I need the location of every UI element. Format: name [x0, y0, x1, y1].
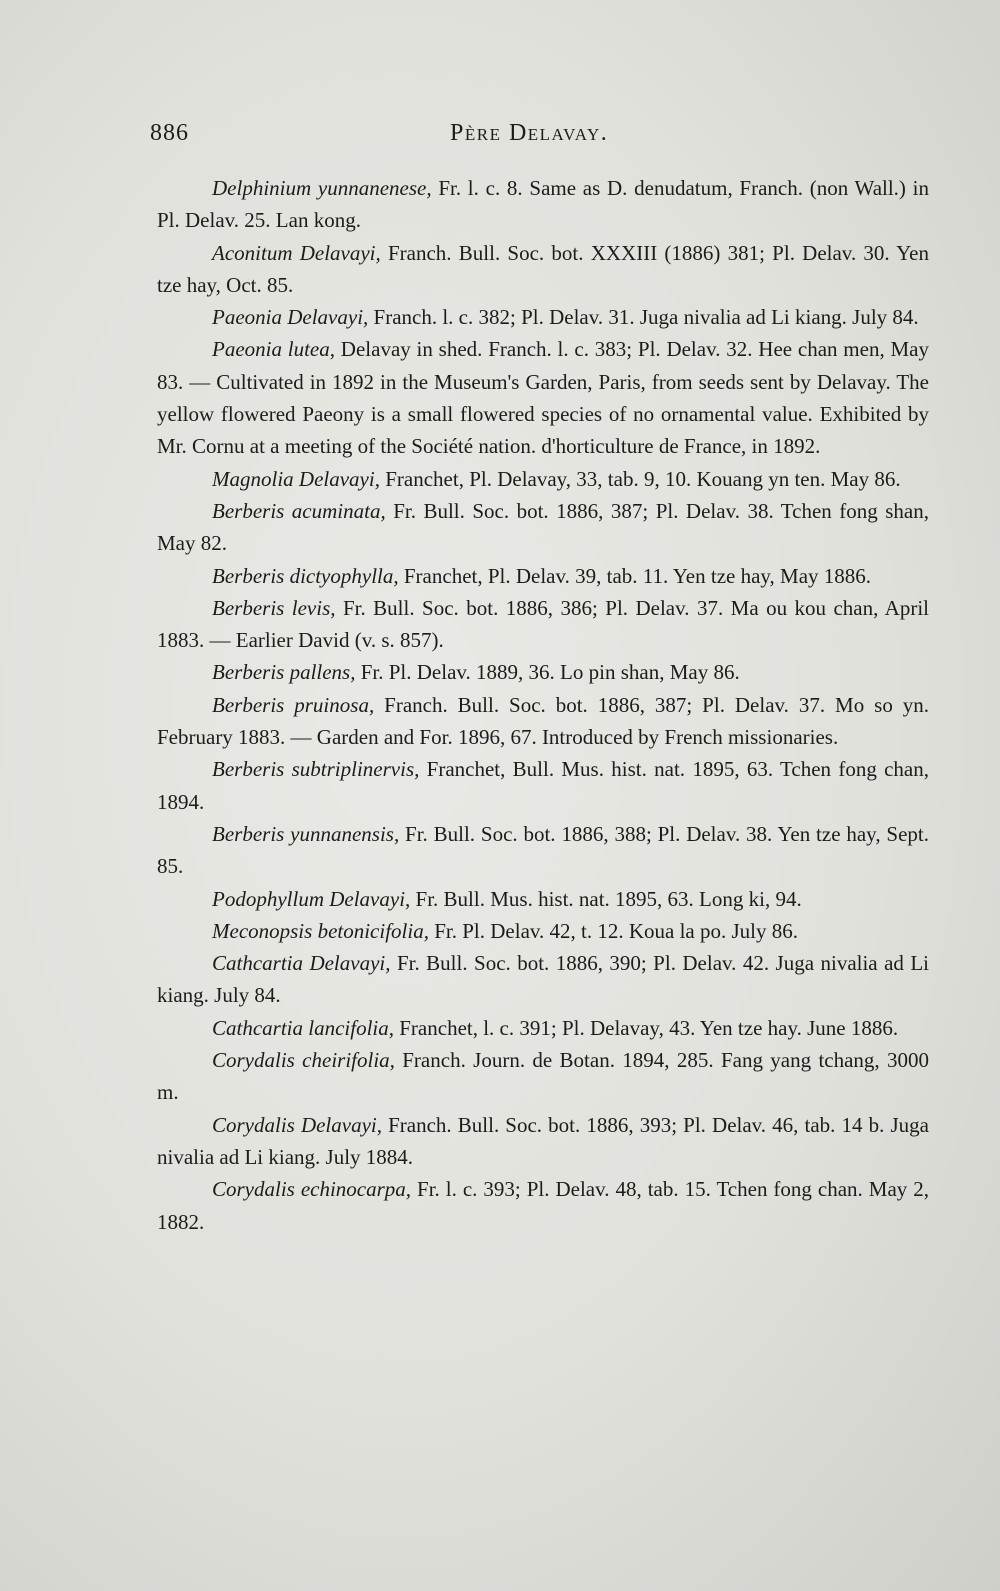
- running-head: Père Delavay.: [450, 120, 609, 146]
- species-citation: Fr. Pl. Delav. 42, t. 12. Koua la po. July 86.: [428, 918, 799, 943]
- page-header: [150, 120, 940, 160]
- species-citation: Fr. Bull. Soc. bot. 1886, 388; Pl. Delav. 38. Yen tze hay, Sept. 85.: [157, 821, 929, 879]
- list-item: [157, 560, 929, 592]
- species-citation: Fr. Bull. Soc. bot. 1886, 387; Pl. Delav. 38. Tchen fong shan, May 82.: [157, 498, 929, 556]
- species-name: Berberis acuminata,: [212, 498, 386, 523]
- page-number: 886: [150, 120, 189, 146]
- species-name: Corydalis echinocarpa,: [212, 1177, 412, 1202]
- list-item: [157, 883, 929, 915]
- species-citation: Franch. Journ. de Botan. 1894, 285. Fang yang tchang, 3000 m.: [157, 1048, 930, 1105]
- list-item: [157, 818, 929, 883]
- list-item: [157, 1012, 929, 1044]
- species-citation: Fr. Bull. Soc. bot. 1886, 390; Pl. Delav. 42. Juga nivalia ad Li kiang. July 84.: [157, 951, 929, 1008]
- list-item: [157, 237, 929, 302]
- species-citation: Delavay in shed. Franch. l. c. 383; Pl. Delav. 32. Hee chan men, May 83. — Cultivated in 1892 in the Museum's Garden, Paris, from seeds sent by Delavay. The yellow flowered Paeony is a small flowered species of no ornamental value. Exhibited by Mr. Cornu at a meeting of the Société nation. d'horticulture de France, in 1892.: [157, 337, 929, 459]
- list-item: [157, 753, 929, 818]
- species-citation: Franchet, l. c. 391; Pl. Delavay, 43. Yen tze hay. June 1886.: [394, 1015, 899, 1040]
- species-name: Podophyllum Delavayi,: [212, 886, 411, 911]
- species-name: Cathcartia lancifolia,: [212, 1015, 394, 1040]
- list-item: [157, 301, 929, 333]
- species-name: Paeonia lutea,: [212, 337, 336, 362]
- species-name: Magnolia Delavayi,: [212, 466, 380, 491]
- list-item: [157, 1109, 929, 1174]
- species-name: Berberis dictyophylla,: [212, 563, 399, 588]
- species-name: Corydalis cheirifolia,: [212, 1048, 395, 1073]
- list-item: [157, 947, 929, 1012]
- species-name: Berberis levis,: [212, 595, 336, 620]
- species-name: Berberis yunnanensis,: [212, 821, 400, 846]
- species-name: Berberis subtriplinervis,: [212, 757, 420, 782]
- species-list: [157, 172, 929, 1238]
- species-citation: Fr. Pl. Delav. 1889, 36. Lo pin shan, May 86.: [355, 660, 740, 685]
- list-item: [157, 1044, 929, 1109]
- species-name: Paeonia Delavayi,: [212, 305, 369, 330]
- species-name: Delphinium yunnanenese,: [212, 176, 432, 200]
- species-name: Meconopsis betonicifolia,: [212, 918, 429, 943]
- species-name: Corydalis Delavayi,: [212, 1112, 382, 1137]
- species-citation: Franch. Bull. Soc. bot. 1886, 393; Pl. Delav. 46, tab. 14 b. Juga nivalia ad Li kiang. July 1884.: [157, 1112, 929, 1169]
- species-citation: Franch. l. c. 382; Pl. Delav. 31. Juga nivalia ad Li kiang. July 84.: [368, 305, 919, 330]
- species-citation: Fr. Bull. Soc. bot. 1886, 386; Pl. Delav. 37. Ma ou kou chan, April 1883. — Earlier David (v. s. 857).: [157, 595, 929, 653]
- species-name: Berberis pruinosa,: [212, 692, 375, 717]
- list-item: [157, 915, 929, 947]
- species-citation: Fr. l. c. 8. Same as D. denudatum, Franch. (non Wall.) in Pl. Delav. 25. Lan kong.: [157, 176, 929, 233]
- list-item: [157, 333, 929, 462]
- species-citation: Fr. Bull. Mus. hist. nat. 1895, 63. Long ki, 94.: [410, 886, 802, 911]
- species-citation: Fr. l. c. 393; Pl. Delav. 48, tab. 15. Tchen fong chan. May 2, 1882.: [157, 1177, 930, 1234]
- species-citation: Franch. Bull. Soc. bot. 1886, 387; Pl. Delav. 37. Mo so yn. February 1883. — Garden and For. 1896, 67. Introduced by French missionaries.: [157, 692, 930, 750]
- list-item: [157, 463, 929, 495]
- species-citation: Franchet, Pl. Delavay, 33, tab. 9, 10. Kouang yn ten. May 86.: [379, 466, 901, 491]
- list-item: [157, 1173, 929, 1238]
- species-citation: Franch. Bull. Soc. bot. XXXIII (1886) 381; Pl. Delav. 30. Yen tze hay, Oct. 85.: [157, 240, 929, 297]
- species-name: Cathcartia Delavayi,: [212, 951, 391, 976]
- list-item: [157, 656, 929, 688]
- species-citation: Franchet, Bull. Mus. hist. nat. 1895, 63. Tchen fong chan, 1894.: [157, 757, 930, 814]
- list-item: [157, 495, 929, 560]
- species-name: Aconitum Delavayi,: [212, 240, 381, 265]
- species-citation: Franchet, Pl. Delav. 39, tab. 11. Yen tze hay, May 1886.: [398, 563, 872, 588]
- list-item: [157, 172, 929, 237]
- list-item: [157, 689, 929, 754]
- species-name: Berberis pallens,: [212, 660, 356, 685]
- list-item: [157, 592, 929, 657]
